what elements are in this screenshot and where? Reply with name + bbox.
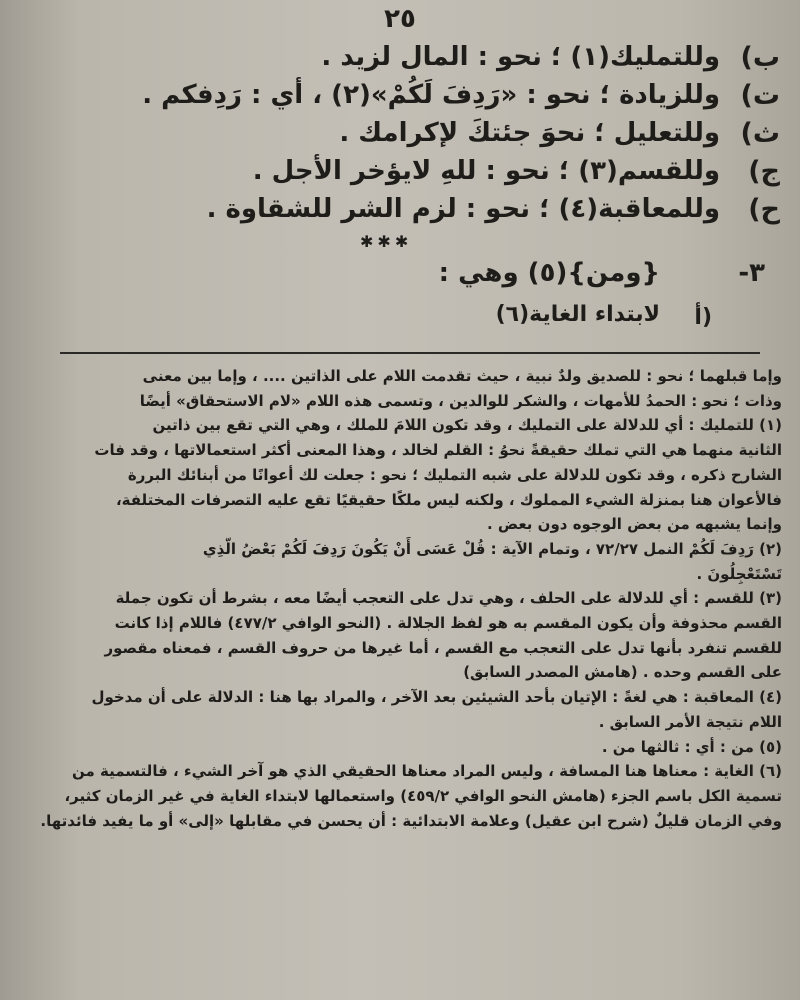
footnote-line: (٦) الغاية : معناها هنا المسافة ، وليس المراد معناها الحقيقي الذي هو آخر الشيء ، فالتسمية من [72,762,782,781]
item-text: وللزيادة ؛ نحو : «رَدِفَ لَكُمْ»(٢) ، أي : رَدِفكم . [142,80,720,110]
list-item [130,154,780,192]
item-text: وللتعليل ؛ نحوَ جئتكَ لإكرامك . [339,118,720,148]
item-letter: ج) [748,156,780,187]
list-item [130,116,780,154]
item-letter: ث) [740,118,780,149]
footnote-line: وفي الزمان قليلٌ (شرح ابن عقيل) وعلامة الابتدائية : أن يحسن في مقابلها «إلى» أو ما يفيد فائدتها. [40,811,782,830]
footnote-line: وإما قبلهما ؛ نحو : للصديق ولدٌ نبية ، حيث تقدمت اللام على الذاتين .... ، وإما بين معنى [142,367,782,385]
footnote-line: الشارح ذكره ، وقد تكون للدلالة على شبه التمليك ؛ نحو : جعلت لك أعوانًا من أبنائك البررة [127,465,782,484]
footnote-line: (١) للتمليك : أي للدلالة على التمليك ، وقد تكون اللامَ للملك ، وهي التي تقع بين ذاتين [152,416,782,435]
footnote-line: (٥) من : أي : ثالثها من . [601,737,782,756]
footnote-line: (٣) للقسم : أي للدلالة على الحلف ، وهي تدل على التعجب أيضًا معه ، بشرط أن تكون جملة [115,589,782,608]
sub-item-text: لابتداء الغاية(٦) [495,302,660,327]
item-text: وللقسم(٣) ؛ نحو : للهِ لايؤخر الأجل . [252,156,720,186]
sub-item-letter: أ) [694,305,712,330]
footnote-line: اللام نتيجة الأمر السابق . [598,712,782,731]
item-letter: ب) [740,42,780,73]
footnote-line: الثانية منهما هي التي تملك حقيقةً نحوُ : القلم لخالد ، وهذا المعنى أكثر استعمالاتها ، وقد فات [94,441,782,460]
section-number: -٣ [738,258,765,288]
section-heading: {ومن}(٥) وهي : [438,258,660,288]
item-text: وللتمليك(١) ؛ نحو : المال لزيد . [321,42,720,72]
item-text: وللمعاقبة(٤) ؛ نحو : لزم الشر للشقاوة . [206,194,720,224]
footnote-line: تسمية الكل باسم الجزء (هامش النحو الوافي ٤٥٩/٢) واستعمالها لابتداء الغاية في غير الزمان كثير، [64,786,782,805]
page-number: ٢٥ [384,4,416,34]
footnote-line: فالأعوان هنا بمنزلة الشيء المملوك ، ولكنه ليس ملكًا حقيقيًا تقع عليه التصرفات المختلفة، [115,490,782,509]
list-item [130,192,780,230]
footnote-line: وذات ؛ نحو : الحمدُ للأمهات ، والشكر للوالدين ، وتسمى هذه اللام «لام الاستحقاق» أيضًا [139,391,782,410]
footnotes [18,364,782,833]
footnote-line: وإنما يشبهه من بعض الوجوه دون بعض . [486,515,782,534]
footnote-line: على القسم وحده . (هامش المصدر السابق) [463,663,782,682]
footnote-line: (٢) رَدِفَ لَكُمْ النمل ٧٢/٢٧ ، وتمام الآية : قُلْ عَسَى أَنْ يَكُونَ رَدِفَ لَكُمْ بَعْضُ الَّذِي [202,539,782,558]
item-letter: ح) [748,194,780,225]
footnote-line: للقسم تنفرد بأنها تدل على التعجب مع القسم ، أما غيرها من حروف القسم ، فمعناه مقصور [104,638,782,657]
main-list [130,40,780,230]
footnote-divider [60,352,760,354]
list-item [130,78,780,116]
footnote-line: تَسْتَعْجِلُونَ . [696,564,782,583]
item-letter: ت) [740,80,780,111]
footnote-line: (٤) المعاقبة : هي لغةً : الإتيان بأحد الشيئين بعد الآخر ، والمراد بها هنا : الدلالة على أن مدخول [91,688,782,707]
list-item [130,40,780,78]
footnote-line: القسم محذوفة وأن يكون المقسم به هو لفظ الجلالة . (النحو الوافي ٤٧٧/٢) فاللام إذا كانت [114,614,782,633]
section-separator: ✱✱✱ [360,232,413,251]
